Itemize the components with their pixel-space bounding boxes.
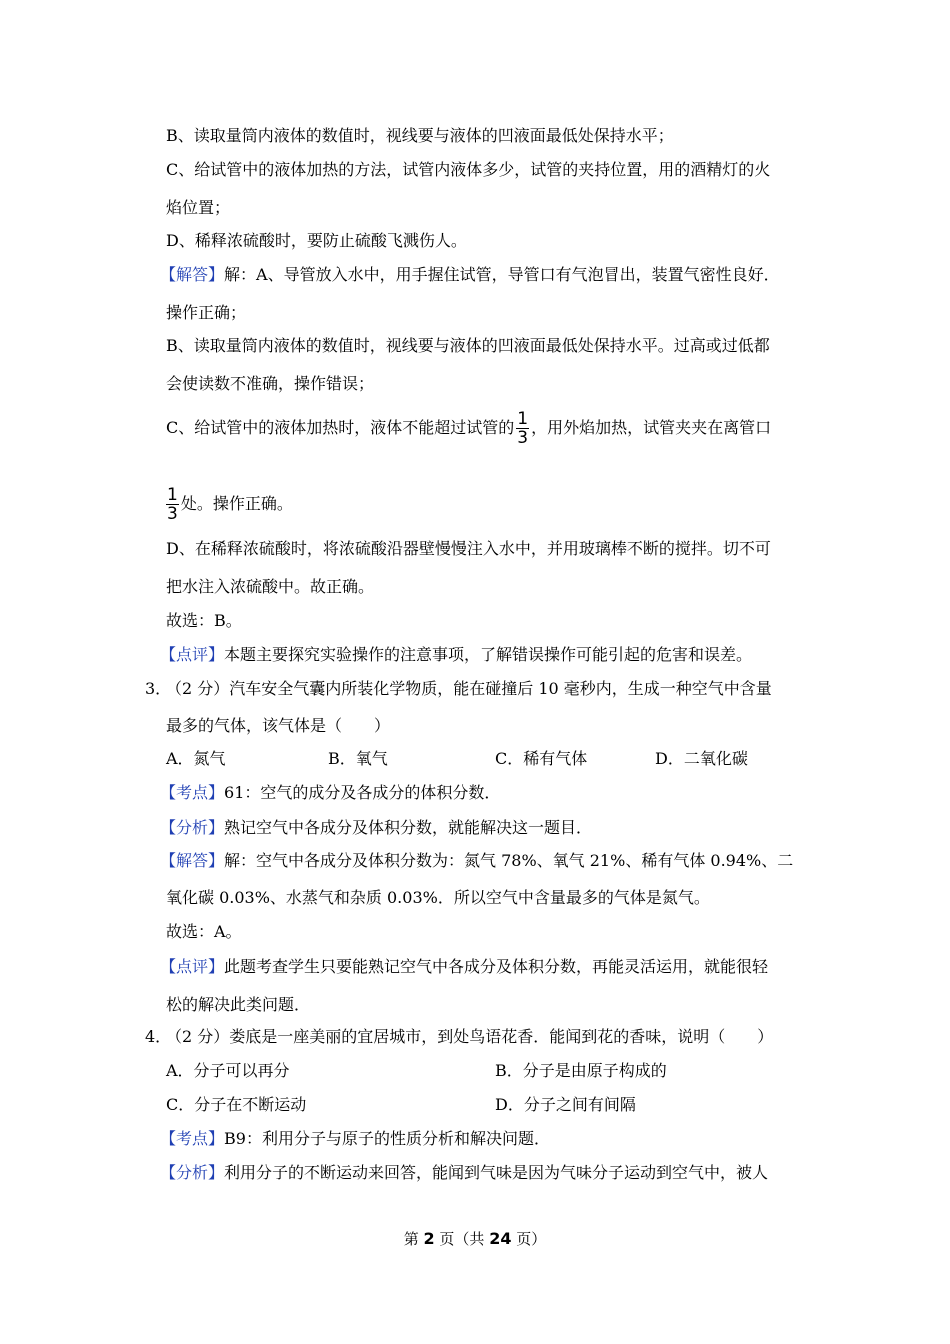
q2-answer-b-line1: B、读取量筒内液体的数值时，视线要与液体的凹液面最低处保持水平。过高或过低都 <box>166 336 770 355</box>
q4-stem: （2 分）娄底是一座美丽的宜居城市，到处鸟语花香．能闻到花的香味，说明（ ） <box>166 1027 774 1046</box>
q2-comment <box>160 645 752 665</box>
q3-option-a: A．氮气 <box>166 749 226 768</box>
q2-choice: 故选：B。 <box>166 611 242 630</box>
q2-answer-a-line1 <box>160 265 780 285</box>
answer-c2-post: 处。操作正确。 <box>180 494 293 513</box>
point-tag: 【考点】 <box>160 783 225 802</box>
answer-text: 解：空气中各成分及体积分数为：氮气 78%、氧气 21%、稀有气体 0.94%、二 <box>224 851 794 870</box>
q4-option-b: B．分子是由原子构成的 <box>495 1061 667 1080</box>
q3-point <box>160 783 500 803</box>
q2-answer-a-line2: 操作正确； <box>166 303 247 322</box>
point-text: 61：空气的成分及各成分的体积分数． <box>224 783 501 802</box>
q2-analysis-b: B、读取量筒内液体的数值时，视线要与液体的凹液面最低处保持水平； <box>166 126 674 145</box>
q2-analysis-c-line1: C、给试管中的液体加热的方法，试管内液体多少，试管的夹持位置，用的酒精灯的火 <box>166 160 771 179</box>
comment-text: 此题考查学生只要能熟记空气中各成分及体积分数，再能灵活运用，就能很轻 <box>224 957 769 976</box>
comment-tag: 【点评】 <box>160 645 225 664</box>
footer-suffix: 页） <box>516 1230 547 1248</box>
comment-tag: 【点评】 <box>160 957 225 976</box>
q3-stem-line1: （2 分）汽车安全气囊内所装化学物质，能在碰撞后 10 毫秒内，生成一种空气中含量 <box>166 679 772 698</box>
q2-answer-d-line2: 把水注入浓硫酸中。故正确。 <box>166 577 375 596</box>
analysis-tag: 【分析】 <box>160 1163 225 1182</box>
q2-answer-c-line2 <box>164 482 293 526</box>
q2-answer-b-line2: 会使读数不准确，操作错误； <box>166 374 375 393</box>
answer-tag: 【解答】 <box>160 265 225 284</box>
fraction-one-third <box>516 410 529 447</box>
q3-choice: 故选：A。 <box>166 922 242 941</box>
fraction-numerator: 1 <box>517 409 529 429</box>
footer-middle: 页（共 <box>439 1230 485 1248</box>
total-pages: 24 <box>489 1229 512 1248</box>
q3-option-b: B．氧气 <box>328 749 388 768</box>
q3-answer-line1 <box>160 851 793 871</box>
point-tag: 【考点】 <box>160 1129 225 1148</box>
current-page-number: 2 <box>423 1229 435 1248</box>
q4-point <box>160 1129 550 1149</box>
point-text: B9：利用分子与原子的性质分析和解决问题． <box>224 1129 550 1148</box>
q2-answer-d-line1: D、在稀释浓硫酸时，将浓硫酸沿器壁慢慢注入水中，并用玻璃棒不断的搅拌。切不可 <box>166 539 771 558</box>
comment-text: 本题主要探究实验操作的注意事项，了解错误操作可能引起的危害和误差。 <box>224 645 753 664</box>
q3-option-d: D．二氧化碳 <box>655 749 748 768</box>
answer-text: 解：A、导管放入水中，用手握住试管，导管口有气泡冒出，装置气密性良好． <box>224 265 780 284</box>
answer-c-post: ，用外焰加热，试管夹夹在离管口 <box>531 418 772 437</box>
q2-answer-c-line1 <box>166 406 771 450</box>
q4-option-c: C．分子在不断运动 <box>166 1095 307 1114</box>
q2-analysis-c-line2: 焰位置； <box>166 198 231 217</box>
q3-analysis <box>160 818 592 838</box>
q4-number: 4． <box>145 1027 172 1046</box>
page-footer <box>0 1229 950 1249</box>
q3-comment-line1 <box>160 957 768 977</box>
q4-option-a: A．分子可以再分 <box>166 1061 290 1080</box>
q4-option-d: D．分子之间有间隔 <box>495 1095 636 1114</box>
footer-prefix: 第 <box>403 1230 419 1248</box>
q4-analysis <box>160 1163 768 1183</box>
q3-comment-line2: 松的解决此类问题． <box>166 995 311 1014</box>
q3-option-c: C．稀有气体 <box>495 749 588 768</box>
answer-tag: 【解答】 <box>160 851 225 870</box>
analysis-text: 熟记空气中各成分及体积分数，就能解决这一题目． <box>224 818 593 837</box>
fraction-one-third <box>166 486 179 523</box>
q3-stem-line2: 最多的气体，该气体是（ ） <box>166 716 391 735</box>
q3-answer-line2: 氧化碳 0.03%、水蒸气和杂质 0.03%．所以空气中含量最多的气体是氮气。 <box>166 888 710 907</box>
q3-number: 3． <box>145 679 172 698</box>
analysis-tag: 【分析】 <box>160 818 225 837</box>
fraction-denominator: 3 <box>517 428 529 448</box>
q2-analysis-d: D、稀释浓硫酸时，要防止硫酸飞溅伤人。 <box>166 231 467 250</box>
answer-c-pre: C、给试管中的液体加热时，液体不能超过试管的 <box>166 418 515 437</box>
analysis-text: 利用分子的不断运动来回答，能闻到气味是因为气味分子运动到空气中，被人 <box>224 1163 769 1182</box>
fraction-numerator: 1 <box>167 485 178 505</box>
fraction-denominator: 3 <box>167 504 178 524</box>
